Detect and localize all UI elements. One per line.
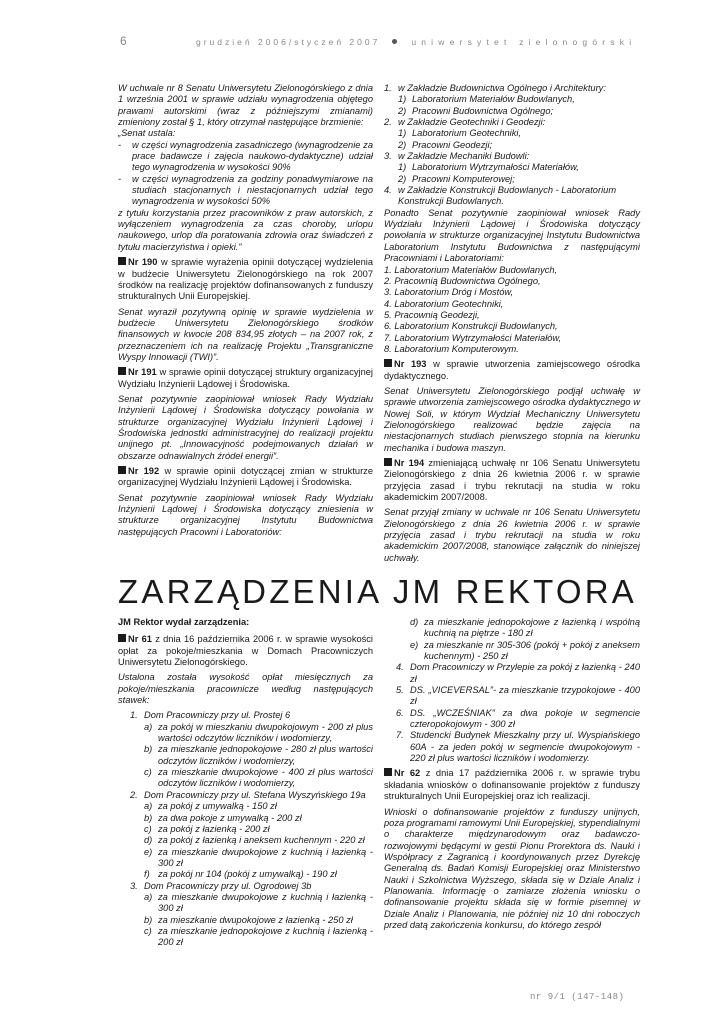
list-item-text: za pokój z łazienką i aneksem kuchennym - 220 zł [158,835,365,846]
square-bullet-icon [384,458,392,466]
right-column-top [384,83,640,564]
dash-item-text: w części wynagrodzenia za godziny ponadwymiarowe na studiach stacjonarnych i niestacjonarnych udział tego wynagrodzenia w wysokości 50% [132,173,373,207]
resolution-190-body: Senat wyraził pozytywną opinię w sprawie wydzielenia w budżecie Uniwersytetu Zielonogórskiego środków finansowych w kwocie 208 834,95 złotych – na 2007 rok, z przeznaczeniem ich na realizację Projektu „Transgraniczne Wyspy Innowacji (TWI)”. [118,306,373,362]
list-item [384,162,640,173]
list-item-text: Laboratorium Geotechniki, [412,128,522,139]
list-item [384,685,640,708]
resolution-192-body: Senat pozytywnie zaopiniował wniosek Rady Wydziału Inżynierii Lądowej i Środowiska dotyczący zniesienia w strukturze organizacyjnej Instytutu Budownictwa następujących Pracowni i Laboratoriów: [118,492,373,537]
left-column-top [118,83,373,538]
list-item-text: w Zakładzie Geotechniki i Geodezji: [398,117,546,128]
list-marker: b) [144,914,153,925]
list-item-text: za mieszkanie dwupokojowe z łazienką - 250 zł [158,914,353,925]
list-item [384,662,640,685]
list-item-text: Pracowni Komputerowej; [412,173,515,184]
list-item [118,881,373,892]
list-item [118,801,373,812]
list-item [118,847,373,870]
list-item-text: za mieszkanie jednopokojowe z łazienką i wspólną kuchnią na piętrze - 180 zł [424,617,640,639]
list-item [384,730,640,764]
section-title: ZARZĄDZENIA JM REKTORA [118,573,638,610]
list-item-text: Pracowni Budownictwa Ogólnego; [412,105,554,116]
square-bullet-icon [118,367,126,375]
list-item-text: Dom Pracowniczy przy ul. Ogrodowej 3b [144,880,312,891]
rates-list [118,710,373,948]
dash-marker: - [118,173,122,184]
list-item-text: Pracowni Geodezji; [412,139,493,150]
list-item-text: w Zakładzie Konstrukcji Budowlanych - Laboratorium Konstrukcji Budowlanych. [398,185,617,207]
list-item [384,174,640,185]
lab-item: 1. Laboratorium Materiałów Budowlanych, [384,264,558,275]
list-item-text: w Zakładzie Budownictwa Ogólnego i Architektury: [398,83,606,93]
list-item-text: w Zakładzie Mechaniki Budowli: [398,151,530,162]
list-marker: 1. [384,83,392,93]
lab-item: 3. Laboratorium Dróg i Mostów, [384,287,514,298]
left-column-bottom [118,617,373,949]
order-62-body: Wnioski o dofinansowanie projektów z funduszy unijnych, poza programami ramowymi Unii Europejskiej, stypendialnymi o charakterze międzynarodowym oraz badawczo-rozwojowymi będącymi w gestii Pionu Prorektora ds. Nauki i Współpracy z Zagranicą i koordynowanych przez Dyrekcję Generalną ds. Badań Komisji Europejskiej oraz Ministerstwo Nauki i Szkolnictwa Wyższego, składa się w Dziale Analiz i Planowania. Informację o zamiarze złożenia wniosku o dofinansowanie projektu składa się w formie pisemnej w Dziale Analiz i Planowania, nie później niż 10 dni roboczych przed datą zakończenia konkursu, do którego zespół [384,806,640,930]
resolution-191-body: Senat pozytywnie zaopiniował wniosek Rady Wydziału Inżynierii Lądowej i Środowiska dotyczący powołania w strukturze organizacyjnej Wydziału Inżynierii Lądowej i Środowiska jednostki administracyjnej do realizacji projektu unijnego pt. „Innowacyjność podejmowanych działań w obszarze odnawialnych źródeł energii”. [118,393,373,461]
list-item-text: Laboratorium Materiałów Budowlanych, [412,94,575,105]
list-marker: 1) [398,128,407,139]
dash-marker: - [118,139,122,150]
publication-name: uniwersytet zielonogórski [411,37,637,47]
list-marker: 1) [398,94,407,105]
separator-bullet [392,39,397,44]
list-marker: e) [410,639,419,650]
list-marker: c) [144,925,152,936]
list-marker: c) [144,823,152,834]
list-item [118,835,373,846]
issue-footer: nr 9/1 (147-148) [530,992,625,1002]
order-61: Nr 61 z dnia 16 października 2006 r. w sprawie wysokości opłat za pokoje/mieszkania w Domach Pracowniczych Uniwersytetu Zielonogórskiego. [118,634,373,668]
square-bullet-icon [118,634,126,642]
dash-item-text: w części wynagrodzenia zasadniczego (wynagrodzenie za prace badawcze i zajęcia naukowo-dydaktyczne) udział tego wynagrodzenia w wysokości 90% [132,139,373,173]
list-item-text: za pokój z łazienką - 200 zł [158,823,270,834]
lab-item: 8. Laboratorium Komputerowym. [384,343,519,354]
list-item [384,128,640,139]
list-marker: a) [144,721,153,732]
list-marker: 2) [398,105,407,116]
resolution-194: Nr 194 zmieniającą uchwałę nr 106 Senatu Uniwersytetu Zielonogórskiego z dnia 26 kwietnia 2006 r. w sprawie przyjęcia zasad i trybu rekrutacji na studia w roku akademickim 2007/2008. [384,458,640,503]
list-item-text: DS. „WCZEŚNIAK” za dwa pokoje w segmencie czteropokojowym - 300 zł [410,707,640,730]
list-marker: d) [144,835,153,846]
list-item [384,151,640,162]
list-marker: a) [144,891,153,902]
square-bullet-icon [384,359,392,367]
list-item-text: Laboratorium Wytrzymałości Materiałów, [412,162,579,173]
list-marker: 2) [398,173,407,184]
list-marker: 1) [398,162,407,173]
list-marker: 2. [130,789,138,800]
list-marker: 3. [130,880,138,891]
list-item [384,617,640,640]
list-item [384,185,640,208]
quote-start: „Senat ustala: [118,128,176,139]
list-item [118,710,373,721]
list-marker: 4. [396,662,404,673]
list-item [118,869,373,880]
lab-item: 4. Laboratorium Geotechniki, [384,298,504,309]
list-item [118,767,373,790]
order-62: Nr 62 z dnia 17 października 2006 r. w sprawie trybu składania wniosków o dofinansowanie projektów z funduszy strukturalnych Unii Europejskiej oraz ich realizacji. [384,768,640,802]
lab-item: 6. Laboratorium Konstrukcji Budowlanych, [384,321,558,332]
list-item [118,813,373,824]
dash-item [118,174,373,208]
list-item [118,790,373,801]
list-item-text: Studencki Budynek Mieszkalny przy ul. Wyspiańskiego 60A - za jeden pokój w segmencie dwupokojowym - 220 zł plus wartości liczników i wodomierzy. [410,730,640,764]
resolution-192: Nr 192 w sprawie opinii dotyczącej zmian w strukturze organizacyjnej Wydziału Inżynierii Lądowej i Środowiska. [118,466,373,488]
list-item-text: za dwa pokoje z umywalką - 200 zł [158,812,302,823]
list-marker: d) [410,617,419,627]
list-marker: 1. [130,710,138,721]
intro-paragraph: W uchwale nr 8 Senatu Uniwersytetu Zielonogórskiego z dnia 1 września 2001 w sprawie udziału wynagrodzenia objętego prawami autorskimi (wraz z późniejszymi zmianami) zmieniony został § 1, który otrzymał następujące brzmienie: [118,83,373,128]
list-marker: 7. [396,730,404,741]
ponadto-paragraph: Ponadto Senat pozytywnie zaopiniował wniosek Rady Wydziału Inżynierii Lądowej i Środowiska dotyczący powołania w strukturze organizacyjnej Instytutu Budownictwa Laboratorium Instytutu Budownictwa z następującymi Pracowniami i Laboratoriami: [384,207,640,264]
issue-date: grudzień 2006/styczeń 2007 [196,37,381,47]
list-item [384,83,640,94]
list-item [118,824,373,835]
list-item [118,722,373,745]
list-item-text: za mieszkanie jednopokojowe z kuchnią i łazienką - 200 zł [158,925,373,948]
right-column-bottom [384,617,640,931]
list-item [384,640,640,663]
list-marker: 3. [384,151,392,162]
page-number: 6 [120,34,128,48]
list-marker: 2) [398,139,407,150]
list-item [118,915,373,926]
list-item [384,106,640,117]
list-item [118,892,373,915]
list-marker: c) [144,767,152,778]
list-item-text: za pokój w mieszkaniu dwupokojowym - 200 zł plus wartości odczytów liczników i wodomierzy, [158,721,373,744]
order-61-body: Ustalona została wysokość opłat miesięcznych za pokoje/mieszkania pracownicze według następujących stawek: [118,672,373,706]
list-marker: b) [144,812,153,823]
resolution-194-body: Senat przyjął zmiany w uchwale nr 106 Senatu Uniwersytetu Zielonogórskiego z dnia 26 kwietnia 2006 r. w sprawie przyjęcia zasad i trybu rekrutacji na studia w roku akademickim 2007/2008, stanowiące załącznik do niniejszej uchwały. [384,507,640,563]
list-item-text: za mieszkanie dwupokojowe z kuchnią i łazienką - 300 zł [158,846,373,868]
list-item-text: za pokój z umywalką - 150 zł [158,801,277,812]
list-item [118,926,373,949]
rates-list-continued [384,617,640,764]
rector-lead: JM Rektor wydał zarządzenia: [118,617,250,627]
resolution-193-body: Senat Uniwersytetu Zielonogórskiego podjął uchwałę w sprawie utworzenia zamiejscowego ośrodka dydaktycznego w Nowej Soli, w którym Wydział Mechaniczny Uniwersytetu Zielonogórskiego realizować będzie zajęcia na niestacjonarnych studiach pierwszego stopnia na kierunku mechanika i budowa maszyn. [384,385,640,453]
list-marker: 2. [384,117,392,128]
labs-list [384,265,640,356]
list-item-text: Dom Pracowniczy w Przylepie za pokój z łazienką - 240 zł [410,662,640,684]
list-item-text: za mieszkanie dwupokojowe z kuchnią i łazienką - 300 zł [158,891,373,914]
list-item [384,117,640,128]
lab-item: 5. Pracownią Geodezji, [384,309,480,320]
resolution-193: Nr 193 w sprawie utworzenia zamiejscowego ośrodka dydaktycznego. [384,359,640,381]
list-item [384,140,640,151]
running-header [196,37,636,47]
list-marker: 6. [396,707,404,718]
list-item [384,94,640,105]
list-item-text: DS. „VICEVERSAL”- za mieszkanie trzypokojowe - 400 zł [410,685,640,707]
list-item-text: Dom Pracowniczy przy ul. Stefana Wyszyńskiego 19a [144,789,366,800]
square-bullet-icon [384,768,392,776]
list-marker: a) [144,801,153,812]
list-marker: e) [144,846,153,857]
resolution-190: Nr 190 w sprawie wyrażenia opinii dotyczącej wydzielenia w budżecie Uniwersytetu Zielonogórskiego na rok 2007 środków na realizację projektów dofinansowanych z funduszy strukturalnych Unii Europejskiej. [118,257,373,302]
list-item [384,708,640,731]
list-marker: b) [144,744,153,755]
list-item-text: za mieszkanie dwupokojowe - 400 zł plus wartości odczytów liczników i wodomierzy, [158,767,373,789]
list-item [118,744,373,767]
list-marker: 5. [396,685,404,696]
square-bullet-icon [118,257,126,265]
dash-item [118,140,373,174]
list-item-text: Dom Pracowniczy przy ul. Prostej 6 [144,710,291,721]
lab-item: 7. Laboratorium Wytrzymałości Materiałów, [384,332,562,343]
list-item-text: za mieszkanie jednopokojowe - 280 zł plus wartości odczytów liczników i wodomierzy, [158,744,373,766]
list-marker: 4. [384,185,392,196]
quote-end: z tytułu korzystania przez pracowników z praw autorskich, z wyłączeniem wynagrodzenia za czas choroby, urlopu naukowego, urlop dla poratowania zdrowia oraz świadczeń z tytułu macierzyństwa i opieki.” [118,207,373,252]
list-marker: f) [144,869,150,880]
lab-item: 2. Pracownią Budownictwa Ogólnego, [384,275,541,286]
square-bullet-icon [118,466,126,474]
unit-list [384,83,640,208]
resolution-191: Nr 191 w sprawie opinii dotyczącej struktury organizacyjnej Wydziału Inżynierii Lądowej i Środowiska. [118,367,373,389]
list-item-text: za mieszkanie nr 305-306 (pokój + pokój z aneksem kuchennym) - 250 zł [424,639,640,662]
list-item-text: za pokój nr 104 (pokój z umywalką) - 190 zł [158,869,337,880]
